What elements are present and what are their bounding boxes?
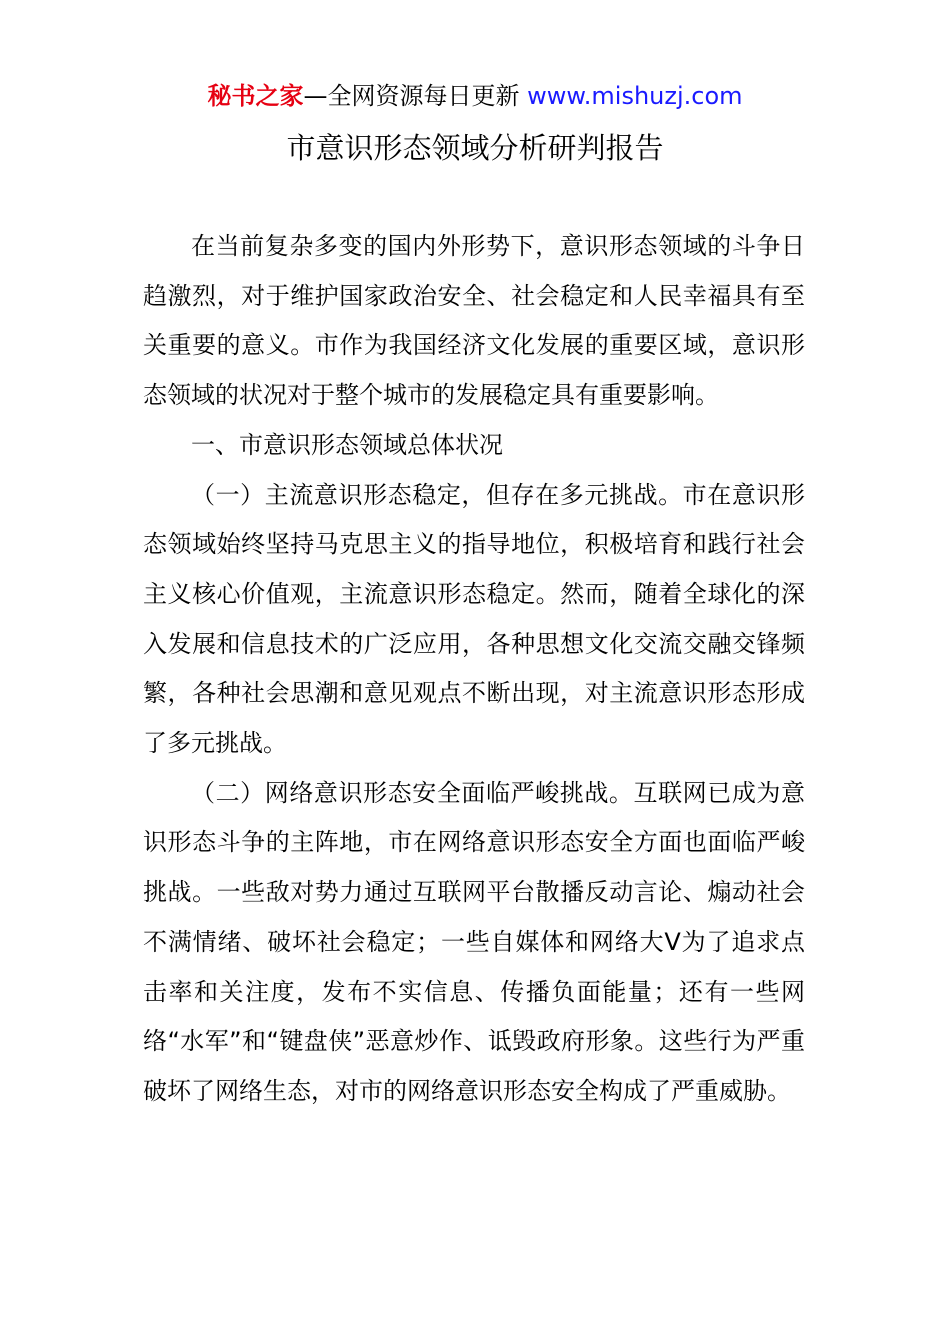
intro-paragraph: 在当前复杂多变的国内外形势下，意识形态领域的斗争日趋激烈，对于维护国家政治安全、社会稳定和人民幸福具有至关重要的意义。市作为我国经济文化发展的重要区域，意识形态领域的状况对于整个城市的发展稳定具有重要影响。	[143, 232, 805, 410]
document-title: 市意识形态领域分析研判报告	[286, 131, 664, 165]
body-paragraph: （二）网络意识形态安全面临严峻挑战。互联网已成为意识形态斗争的主阵地，市在网络意识形态安全方面也面临严峻挑战。一些敌对势力通过互联网平台散播反动言论、煽动社会不满情绪、破坏社会稳定；一些自媒体和网络大V为了追求点击率和关注度，发布不实信息、传播负面能量；还有一些网络“水军”和“键盘侠”恶意炒作、诋毁政府形象。这些行为严重破坏了网络生态，对市的网络意识形态安全构成了严重威胁。	[143, 778, 805, 1105]
brand-name: 秘书之家	[207, 82, 304, 110]
header-tagline: —全网资源每日更新	[303, 82, 528, 110]
body-paragraph: （一）主流意识形态稳定，但存在多元挑战。市在意识形态领域始终坚持马克思主义的指导地位，积极培育和践行社会主义核心价值观，主流意识形态稳定。然而，随着全球化的深入发展和信息技术的广泛应用，各种思想文化交流交融交锋频繁，各种社会思潮和意见观点不断出现，对主流意识形态形成了多元挑战。	[143, 480, 805, 758]
document-body	[143, 222, 805, 1117]
section-heading: 一、市意识形态领域总体状况	[191, 430, 503, 459]
site-url[interactable]: www.mishuzj.com	[527, 82, 743, 110]
site-header	[0, 80, 950, 112]
